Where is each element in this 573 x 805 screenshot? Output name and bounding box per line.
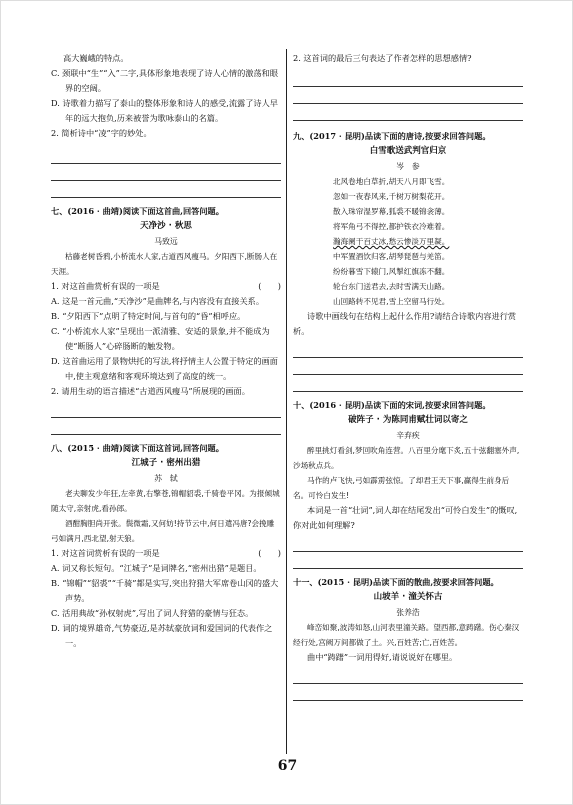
q6-continued-line: 高大巍峨的特点。 [63, 53, 129, 63]
section-9-author: 岑 参 [396, 162, 420, 171]
answer-line[interactable] [293, 89, 523, 104]
section-11-question: 曲中“踌躇”一词用得好,请说说好在哪里。 [307, 652, 458, 662]
section-10-author: 辛弃疾 [396, 431, 420, 440]
q1-text: 1. 对这首曲赏析有误的一项是 [51, 281, 160, 291]
poem-line: 忽如一夜春风来,千树万树梨花开。 [333, 192, 450, 201]
answer-paren[interactable]: ( ) [258, 548, 281, 558]
q6-question-2: 2. 简析诗中“凌”字的妙处。 [51, 128, 152, 138]
section-11-header: 十一、(2015 · 昆明)品读下面的散曲,按要求回答问题。 [293, 577, 499, 587]
answer-line[interactable] [293, 686, 523, 701]
section-10-poem-stanza-2: 马作的卢飞快,弓如霹雳弦惊。了却君王天下事,赢得生前身后名。可怜白发生! [293, 476, 510, 500]
section-9-poem [293, 174, 523, 309]
section-8-author: 苏 轼 [154, 474, 178, 483]
section-8-option-a: A. 词又称长短句。“江城子”是词牌名,“密州出猎”是题目。 [51, 563, 262, 573]
section-8-header: 八、(2015 · 曲靖)阅读下面这首词,回答问题。 [51, 443, 224, 453]
q6-option-c: C. 颈联中“生”“入”二字,具体形象地表现了诗人心情的激荡和眼界的空阔。 [51, 68, 279, 93]
q1-text: 1. 对这首词赏析有误的一项是 [51, 548, 160, 558]
section-8-option-d: D. 词的境界雄奇,气势豪迈,是苏轼豪放词和爱国词的代表作之一。 [51, 623, 273, 648]
answer-line[interactable] [293, 554, 523, 569]
answer-line[interactable] [51, 166, 281, 181]
section-7-poem: 枯藤老树昏鸦,小桥流水人家,古道西风瘦马。夕阳西下,断肠人在天涯。 [51, 252, 278, 276]
section-8-option-c: C. 活用典故“孙权射虎”,写出了词人狩猎的豪情与狂态。 [51, 608, 254, 618]
column-divider [286, 49, 287, 754]
answer-line[interactable] [293, 377, 523, 392]
poem-line-underlined [293, 234, 523, 249]
section-10-header: 十、(2016 · 昆明)品读下面的宋词,按要求回答问题。 [293, 400, 491, 410]
answer-line[interactable] [293, 537, 523, 552]
poem-line: 山回路转不见君,雪上空留马行处。 [333, 297, 450, 306]
section-7-author: 马致远 [154, 237, 178, 246]
section-10-poem-stanza-1: 醉里挑灯看剑,梦回吹角连营。八百里分麾下炙,五十弦翻塞外声,沙场秋点兵。 [293, 446, 520, 470]
section-9-header: 九、(2017 · 昆明)品读下面的唐诗,按要求回答问题。 [293, 131, 491, 141]
section-11-poem: 峰峦如聚,波涛如怒,山河表里潼关路。望西都,意踌躇。伤心秦汉经行处,宫阙万间都做了土。兴,百姓苦;亡,百姓苦。 [293, 623, 520, 647]
section-8-q2: 2. 这首词的最后三句表达了作者怎样的思想感情? [293, 53, 472, 63]
q6-option-d: D. 诗歌着力描写了泰山的整体形象和诗人的感受,流露了诗人早年的远大抱负,历来被誉为歌咏泰山的名篇。 [51, 98, 278, 123]
answer-line[interactable] [293, 343, 523, 358]
section-10-question: 本词是一首“壮词”,词人却在结尾发出“可怜白发生”的慨叹,你对此如何理解? [293, 505, 518, 530]
underlined-text: 瀚海阑干百丈冰,愁云惨淡万里凝。 [333, 237, 450, 246]
answer-line[interactable] [51, 149, 281, 164]
poem-line: 北风卷地白草折,胡天八月即飞雪。 [333, 177, 450, 186]
right-column [293, 51, 523, 703]
section-7-q2: 2. 请用生动的语言描述“古道西风瘦马”所展现的画面。 [51, 386, 250, 396]
answer-line[interactable] [293, 106, 523, 121]
section-8-poem-stanza-1: 老夫聊发少年狂,左牵黄,右擎苍,锦帽貂裘,千骑卷平冈。为报倾城随太守,亲射虎,看孙郎。 [51, 489, 280, 513]
section-9-question: 诗歌中画线句在结构上起什么作用?请结合诗歌内容进行赏析。 [293, 311, 517, 336]
page-number: 67 [277, 758, 298, 774]
answer-line[interactable] [293, 72, 523, 87]
answer-line[interactable] [51, 420, 281, 435]
left-column [51, 51, 281, 651]
answer-paren[interactable]: ( ) [258, 281, 281, 291]
section-9-title: 白雪歌送武判官归京 [369, 146, 447, 156]
answer-line[interactable] [51, 403, 281, 418]
section-7-title: 天净沙 · 秋思 [140, 221, 192, 231]
section-8-option-b: B. “锦帽”“貂裘”“千骑”都是实写,突出狩猎大军席卷山冈的盛大声势。 [51, 578, 279, 603]
section-7-option-a: A. 这是一首元曲,“天净沙”是曲牌名,与内容没有直接关系。 [51, 296, 265, 306]
section-8-title: 江城子 · 密州出猎 [131, 458, 201, 468]
poem-line: 散入珠帘湿罗幕,狐裘不暖锦衾薄。 [333, 207, 450, 216]
answer-line[interactable] [51, 183, 281, 198]
section-8-q1 [51, 546, 281, 561]
section-7-option-b: B. “夕阳西下”点明了特定时间,与首句的“昏”相呼应。 [51, 311, 246, 321]
section-7-q1 [51, 279, 281, 294]
section-7-header: 七、(2016 · 曲靖)阅读下面这首曲,回答问题。 [51, 206, 224, 216]
poem-line: 将军角弓不得控,都护铁衣冷难着。 [333, 222, 450, 231]
section-7-option-c: C. “小桥流水人家”呈现出一派清雅、安适的景象,并不能成为使“断肠人”心碎肠断的触发物。 [51, 326, 270, 351]
section-11-author: 张养浩 [396, 608, 420, 617]
poem-line: 纷纷暮雪下辕门,风掣红旗冻不翻。 [333, 267, 450, 276]
answer-line[interactable] [293, 669, 523, 684]
section-8-poem-stanza-2: 酒酣胸胆尚开张。鬓微霜,又何妨!持节云中,何日遣冯唐?会挽雕弓如满月,西北望,射天狼。 [51, 519, 275, 543]
section-11-title: 山坡羊 · 潼关怀古 [373, 592, 443, 602]
answer-line[interactable] [293, 360, 523, 375]
section-10-title: 破阵子 · 为陈同甫赋壮词以寄之 [348, 415, 468, 425]
poem-line: 轮台东门送君去,去时雪满天山路。 [333, 282, 450, 291]
section-7-option-d: D. 这首曲运用了景物烘托的写法,将抒情主人公置于特定的画面中,使主观意绪和客观环境达到了高度的统一。 [51, 356, 278, 381]
poem-line: 中军置酒饮归客,胡琴琵琶与羌笛。 [333, 252, 450, 261]
